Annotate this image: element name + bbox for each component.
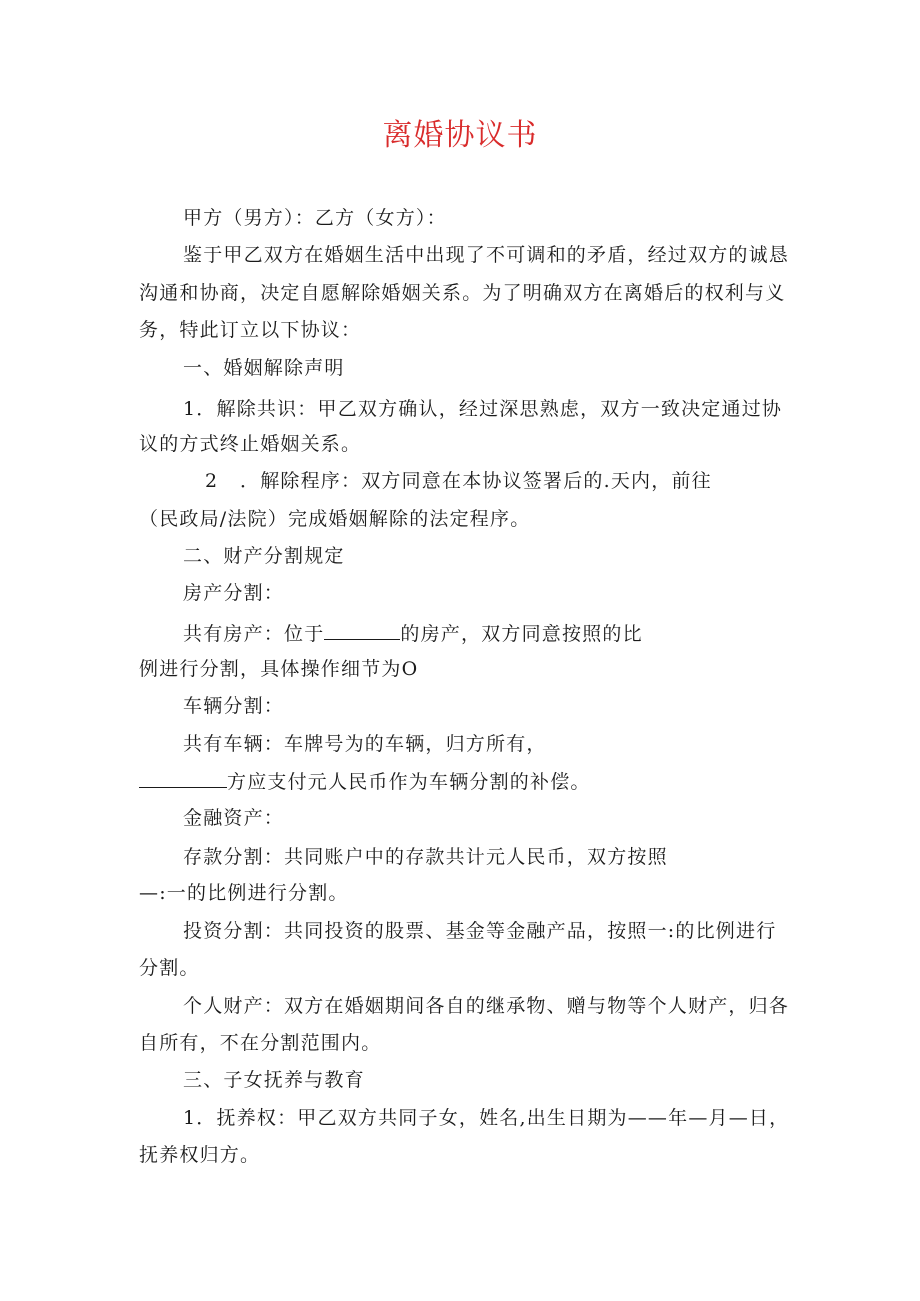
section2-heading: 二、财产分割规定 (183, 545, 345, 567)
blank-underline (139, 767, 227, 788)
section1-item1-line2: 议的方式终止婚姻关系。 (139, 433, 362, 455)
blank-underline (324, 619, 400, 640)
section1-item1-line1: 1．解除共识：甲乙双方确认，经过深思熟虑，双方一致决定通过协 (183, 398, 783, 420)
section3-heading: 三、子女抚养与教育 (183, 1069, 365, 1091)
section1-item2-line1: ．解除程序：双方同意在本协议签署后的.天内，前往 (240, 470, 712, 492)
section1-item2-line2: （民政局/法院）完成婚姻解除的法定程序。 (139, 508, 531, 530)
deposit-line-2: —:一的比例进行分割。 (139, 882, 349, 904)
house-line-1: 共有房产：位于 的房产，双方同意按照的比 (183, 619, 643, 648)
personal-line-1: 个人财产：双方在婚姻期间各自的继承物、赠与物等个人财产，归各 (183, 995, 790, 1017)
personal-line-2: 自所有，不在分割范围内。 (139, 1032, 382, 1054)
preamble-line-2: 沟通和协商，决定自愿解除婚姻关系。为了明确双方在离婚后的权利与义 (139, 282, 786, 304)
section1-heading: 一、婚姻解除声明 (183, 357, 345, 379)
section1-item2-number: 2 (205, 470, 219, 492)
vehicle-line-1: 共有车辆：车牌号为的车辆，归方所有， (183, 733, 547, 755)
vehicle-line-2: 方应支付元人民币作为车辆分割的补偿。 (139, 767, 591, 796)
document-title: 离婚协议书 (382, 118, 538, 153)
preamble-line-3: 务，特此订立以下协议： (139, 319, 362, 341)
house-line-2: 例进行分割，具体操作细节为O (139, 658, 419, 680)
finance-heading: 金融资产： (183, 807, 285, 829)
vehicle-heading: 车辆分割： (183, 695, 285, 717)
preamble-line-1: 鉴于甲乙双方在婚姻生活中出现了不可调和的矛盾，经过双方的诚恳 (183, 244, 790, 266)
section3-item1-line2: 抚养权归方。 (139, 1144, 261, 1166)
invest-line-1: 投资分割：共同投资的股票、基金等金融产品，按照一:的比例进行 (183, 920, 777, 942)
deposit-line-1: 存款分割：共同账户中的存款共计元人民币，双方按照 (183, 846, 668, 868)
invest-line-2: 分割。 (139, 957, 200, 979)
house-heading: 房产分割： (183, 582, 285, 604)
section3-item1-line1: 1．抚养权：甲乙双方共同子女，姓名,出生日期为——年—月—日， (183, 1107, 790, 1129)
parties-line: 甲方（男方）：乙方（女方）： (183, 207, 447, 229)
